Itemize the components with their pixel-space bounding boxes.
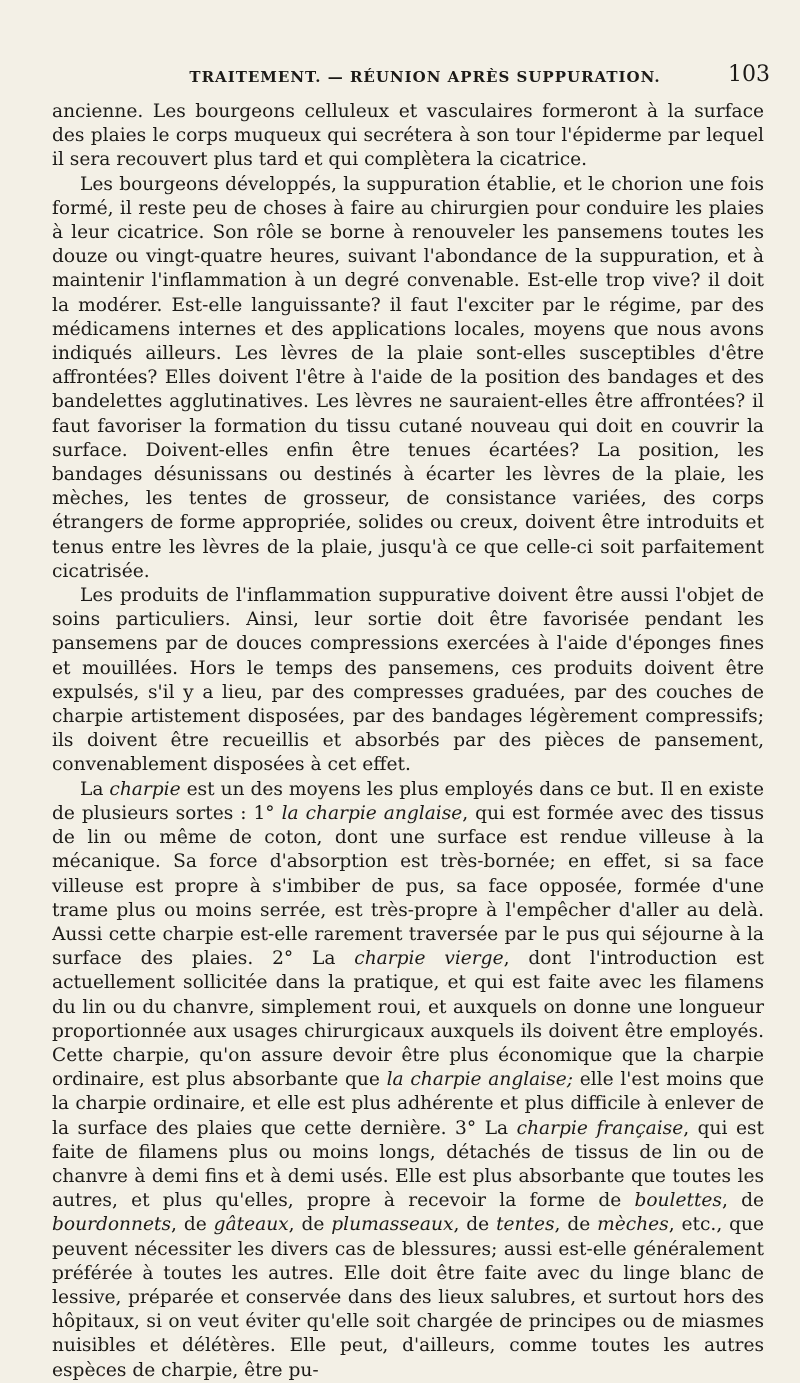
text-run: est un des moyens les plus employés dans ce but. Il en existe de plusieurs sortes : 1°	[52, 778, 764, 824]
text-run: , de	[721, 1190, 764, 1212]
text-run: La	[80, 778, 110, 800]
italic-term: plumasseaux	[331, 1214, 454, 1236]
italic-term: charpie française	[516, 1117, 684, 1139]
paragraph-continuation: ancienne. Les bourgeons celluleux et vasculaires formeront à la surface des plaies le corps muqueux qui secrétera à son tour l'épiderme par lequel il sera recouvert plus tard et qui complètera la cicatrice.	[52, 101, 764, 171]
text-run: , de	[171, 1214, 214, 1236]
italic-term: boulettes	[634, 1190, 722, 1212]
italic-term: la charpie anglaise;	[386, 1069, 574, 1091]
italic-term: charpie vierge	[354, 948, 504, 970]
italic-term: mèches	[597, 1214, 669, 1236]
body-text	[52, 100, 764, 1383]
italic-term: gâteaux	[213, 1214, 289, 1236]
text-run: elle l'est moins que la charpie ordinaire, et elle est plus adhérente et plus difficile à enlever de la surface des plaies que cette dernière. 3° La	[52, 1069, 764, 1139]
italic-term: la charpie anglaise	[281, 802, 463, 824]
text-run: , de	[288, 1214, 332, 1236]
text-run: , qui est faite de filamens plus ou moins longs, détachés de tissus de lin ou de chanvre à demi fins et à demi usés. Elle est plus absorbante que toutes les autres, et plus qu'elles, propre à recevoir la forme de	[52, 1117, 764, 1212]
text-run: , dont l'introduction est actuellement sollicitée dans la pratique, et qui est faite avec les filamens du lin ou du chanvre, simplement roui, et auxquels on donne une longueur proportionnée aux usages chirurgicaux auxquels ils doivent être employés. Cette charpie, qu'on assure devoir être plus économique que la charpie ordinaire, est plus absorbante que	[52, 948, 764, 1091]
italic-term: bourdonnets	[52, 1214, 172, 1236]
text-run: , de	[453, 1214, 497, 1236]
paragraph-charpie	[52, 778, 764, 1383]
text-run: , de	[554, 1214, 598, 1236]
paragraph-produits: Les produits de l'inflammation suppurative doivent être aussi l'objet de soins particuliers. Ainsi, leur sortie doit être favorisée pendant les pansemens par de douces compressions exercées à l'aide d'éponges fines et mouillées. Hors le temps des pansemens, ces produits doivent être expulsés, s'il y a lieu, par des compresses graduées, par des couches de charpie artistement disposées, par des bandages légèrement compressifs; ils doivent être recueillis et absorbés par des pièces de pansement, convenablement disposées à cet effet.	[52, 585, 764, 776]
italic-term: charpie	[109, 778, 181, 800]
text-run: , qui est formée avec des tissus de lin ou même de coton, dont une surface est rendue villeuse à la mécanique. Sa force d'absorption est très-bornée; en effet, si sa face villeuse est propre à s'imbiber de pus, sa face opposée, formée d'une trame plus ou moins serrée, est très-propre à l'empêcher d'aller au delà. Aussi cette charpie est-elle rarement traversée par le pus qui séjourne à la surface des plaies. 2° La	[52, 802, 765, 970]
page-header	[120, 62, 770, 94]
running-head: TRAITEMENT. — RÉUNION APRÈS SUPPURATION.	[189, 68, 661, 86]
italic-term: tentes	[496, 1214, 555, 1236]
text-run: , etc., que peuvent nécessiter les divers cas de blessures; aussi est-elle généralement préférée à toutes les autres. Elle doit être faite avec du linge blanc de lessive, préparée et conservée dans des lieux salubres, et surtout hors des hôpitaux, si on veut éviter qu'elle soit chargée de principes ou de miasmes nuisibles et délétères. Elle peut, d'ailleurs, comme toutes les autres espèces de charpie, être pu-	[52, 1214, 765, 1381]
page-number: 103	[728, 62, 770, 87]
paragraph-bourgeons: Les bourgeons développés, la suppuration établie, et le chorion une fois formé, il reste peu de choses à faire au chirurgien pour conduire les plaies à leur cicatrice. Son rôle se borne à renouveler les pansemens toutes les douze ou vingt-quatre heures, suivant l'abondance de la suppuration, et à maintenir l'inflammation à un degré convenable. Est-elle trop vive? il doit la modérer. Est-elle languissante? il faut l'exciter par le régime, par des médicamens internes et des applications locales, moyens que nous avons indiqués ailleurs. Les lèvres de la plaie sont-elles susceptibles d'être affrontées? Elles doivent l'être à l'aide de la position des bandages et des bandelettes agglutinatives. Les lèvres ne sauraient-elles être affrontées? il faut favoriser la formation du tissu cutané nouveau qui doit en couvrir la surface. Doivent-elles enfin être tenues écartées? La position, les bandages désunissans ou destinés à écarter les lèvres de la plaie, les mèches, les tentes de grosseur, de consistance variées, des corps étrangers de forme appropriée, solides ou creux, doivent être introduits et tenus entre les lèvres de la plaie, jusqu'à ce que celle-ci soit parfaitement cicatrisée.	[52, 173, 764, 582]
